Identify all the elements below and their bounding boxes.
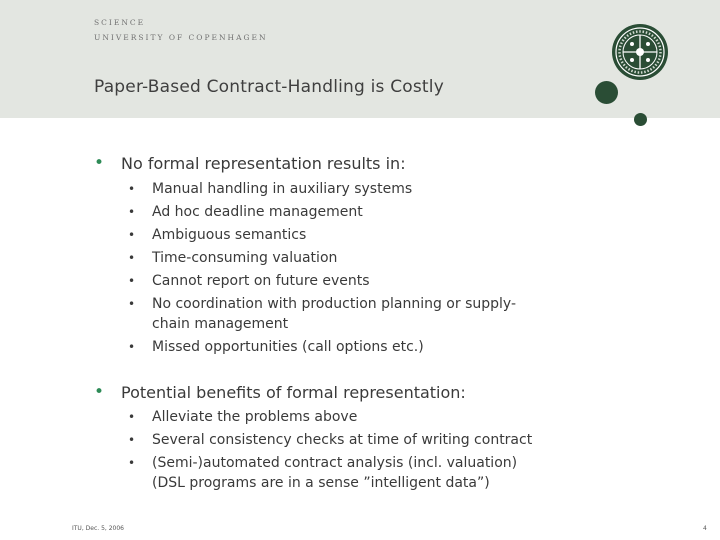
list-item-text: Cannot report on future events [152, 273, 370, 289]
institution-line-2: UNIVERSITY OF COPENHAGEN [94, 33, 268, 42]
bullet-icon: • [128, 228, 136, 242]
bullet-icon: • [128, 340, 136, 354]
list-item-text: No coordination with production planning or supply- [152, 296, 516, 312]
list-item-text: Time-consuming valuation [152, 250, 338, 266]
list-item-text: Missed opportunities (call options etc.) [152, 339, 424, 355]
list-item-text: Ad hoc deadline management [152, 204, 363, 220]
list-item [128, 431, 533, 450]
list-item [128, 338, 424, 357]
list-item-text: Ambiguous semantics [152, 227, 307, 243]
bullet-icon: • [128, 205, 136, 219]
section-heading [94, 382, 466, 402]
list-item-text: Manual handling in auxiliary systems [152, 181, 413, 197]
list-item [128, 226, 307, 245]
list-item [128, 408, 358, 427]
list-item [128, 454, 518, 473]
bullet-icon: • [94, 382, 105, 402]
footer-date: ITU, Dec. 5, 2006 [72, 525, 124, 532]
bullet-icon: • [128, 251, 136, 265]
list-item [128, 295, 516, 314]
list-item-text: (Semi-)automated contract analysis (incl. valuation) [152, 455, 518, 471]
list-item [128, 180, 413, 199]
list-item-text: Several consistency checks at time of writing contract [152, 432, 533, 448]
bullet-icon: • [128, 182, 136, 196]
section-heading [94, 153, 406, 173]
list-item [128, 203, 363, 222]
page-number: 4 [703, 525, 707, 532]
bullet-icon: • [128, 410, 136, 424]
section-heading-text: No formal representation results in: [121, 154, 406, 173]
bullet-icon: • [128, 456, 136, 470]
slide-title: Paper-Based Contract-Handling is Costly [94, 77, 444, 97]
bullet-icon: • [128, 433, 136, 447]
list-item [128, 249, 338, 268]
bullet-icon: • [128, 274, 136, 288]
bullet-icon: • [128, 297, 136, 311]
list-item-text: (DSL programs are in a sense ”intelligent data”) [152, 475, 490, 491]
list-item-text: chain management [152, 316, 289, 332]
list-item [128, 272, 370, 291]
list-item-text: Alleviate the problems above [152, 409, 358, 425]
list-item-continuation [152, 315, 288, 334]
institution-line-1: SCIENCE [94, 18, 146, 27]
section-heading-text: Potential benefits of formal representation: [121, 383, 466, 402]
bullet-icon: • [94, 153, 105, 173]
list-item-continuation [152, 474, 490, 493]
